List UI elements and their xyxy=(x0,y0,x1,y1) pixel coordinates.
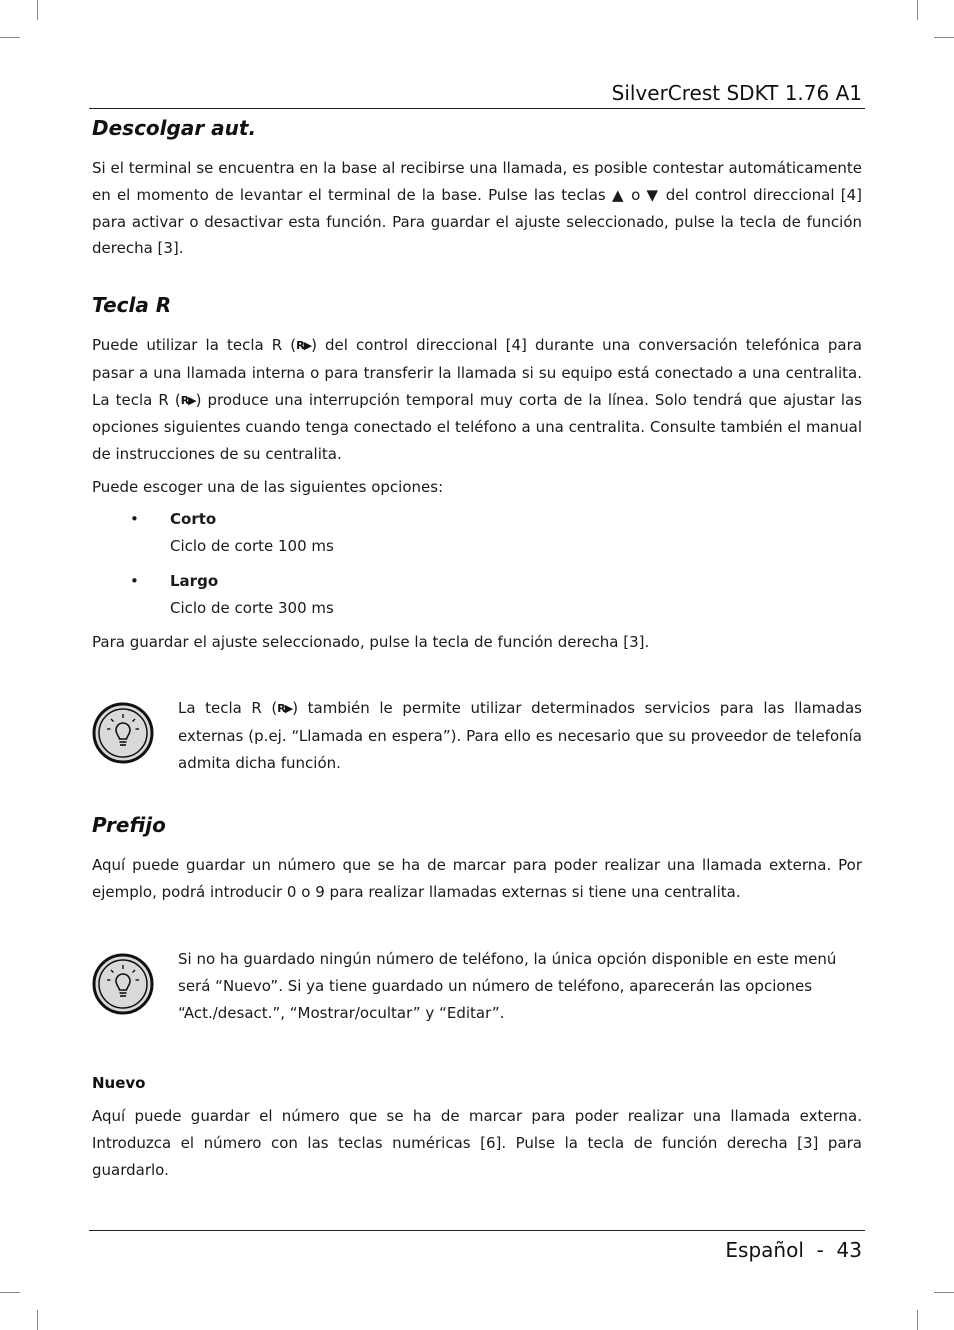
footer-page-number: Español - 43 xyxy=(725,1238,862,1262)
crop-mark xyxy=(917,0,918,20)
text-run: ) produce una interrupción temporal muy corta de la línea. Solo tendrá que ajustar las opciones siguientes cuando tenga conectado el teléfono a una centralita. Consulte también el manual de instrucciones de su centralita. xyxy=(92,390,862,464)
bullet-glyph: • xyxy=(130,510,139,528)
section-descolgar xyxy=(92,115,862,262)
crop-mark xyxy=(934,1292,954,1293)
r-key-icon: R▶ xyxy=(180,393,196,407)
section-tecla-r xyxy=(92,292,862,468)
tip-note xyxy=(178,695,862,776)
text-run: ) también le permite utilizar determinados servicios para las llamadas externas (p.ej. “Llamada en espera”). Para ello es necesario que su proveedor de telefonía admita dicha función. xyxy=(178,699,862,772)
header-rule xyxy=(89,108,865,109)
crop-mark xyxy=(0,1292,20,1293)
options-intro xyxy=(92,476,862,498)
subsection-title: Nuevo xyxy=(92,1074,146,1092)
section-title: Prefijo xyxy=(92,813,166,837)
crop-mark xyxy=(917,1310,918,1330)
section-prefijo xyxy=(92,812,862,906)
section-nuevo xyxy=(92,1072,862,1183)
header-title: SilverCrest SDKT 1.76 A1 xyxy=(611,81,862,105)
bullet-glyph: • xyxy=(130,572,139,590)
section-text xyxy=(92,332,862,468)
list-item xyxy=(130,568,730,622)
option-desc: Ciclo de corte 300 ms xyxy=(170,599,334,617)
save-note xyxy=(92,631,862,653)
text-run: ) del control direccional [4] durante una conversación telefónica para pasar a una llamada interna o para transferir la llamada si su equipo está conectado a una centralita. La tecla R ( xyxy=(92,336,862,409)
crop-mark xyxy=(37,1310,38,1330)
lightbulb-icon xyxy=(92,953,154,1015)
section-text: Aquí puede guardar un número que se ha de marcar para poder realizar una llamada externa. Por ejemplo, podrá introducir 0 o 9 para realizar llamadas externas si tiene una centralita. xyxy=(92,856,862,901)
option-term: Largo xyxy=(170,572,219,590)
text-run: La tecla R ( xyxy=(178,699,278,717)
tip-text: Si no ha guardado ningún número de teléfono, la única opción disponible en este menú será “Nuevo”. Si ya tiene guardado un número de teléfono, aparecerán las opciones “Act./desact.”, “Mostrar/ocultar” y “Editar”. xyxy=(178,950,837,1022)
crop-mark xyxy=(0,37,20,38)
footer-rule xyxy=(89,1230,865,1231)
section-title: Descolgar aut. xyxy=(92,116,257,140)
section-title: Tecla R xyxy=(92,293,172,317)
option-term: Corto xyxy=(170,510,217,528)
intro-text: Puede escoger una de las siguientes opciones: xyxy=(92,478,444,496)
r-key-icon: R▶ xyxy=(277,702,293,715)
list-item xyxy=(130,506,730,560)
r-key-icon: R▶ xyxy=(296,339,312,352)
tip-text xyxy=(178,695,862,776)
text-run: Puede utilizar la tecla R ( xyxy=(92,336,297,354)
crop-mark xyxy=(37,0,38,20)
crop-mark xyxy=(934,37,954,38)
tip-note xyxy=(178,946,862,1026)
lightbulb-icon xyxy=(92,702,154,764)
option-desc: Ciclo de corte 100 ms xyxy=(170,537,334,555)
section-text: Aquí puede guardar el número que se ha de marcar para poder realizar una llamada externa. Introduzca el número con las teclas numéricas [6]. Pulse la tecla de función derecha [3] para guardarlo. xyxy=(92,1107,862,1179)
save-text: Para guardar el ajuste seleccionado, pulse la tecla de función derecha [3]. xyxy=(92,633,650,651)
section-text: Si el terminal se encuentra en la base al recibirse una llamada, es posible contestar automáticamente en el momento de levantar el terminal de la base. Pulse las teclas ▲ o ▼ del control direccional [4] para activar o desactivar esta función. Para guardar el ajuste seleccionado, pulse la tecla de función derecha [3]. xyxy=(92,159,862,258)
